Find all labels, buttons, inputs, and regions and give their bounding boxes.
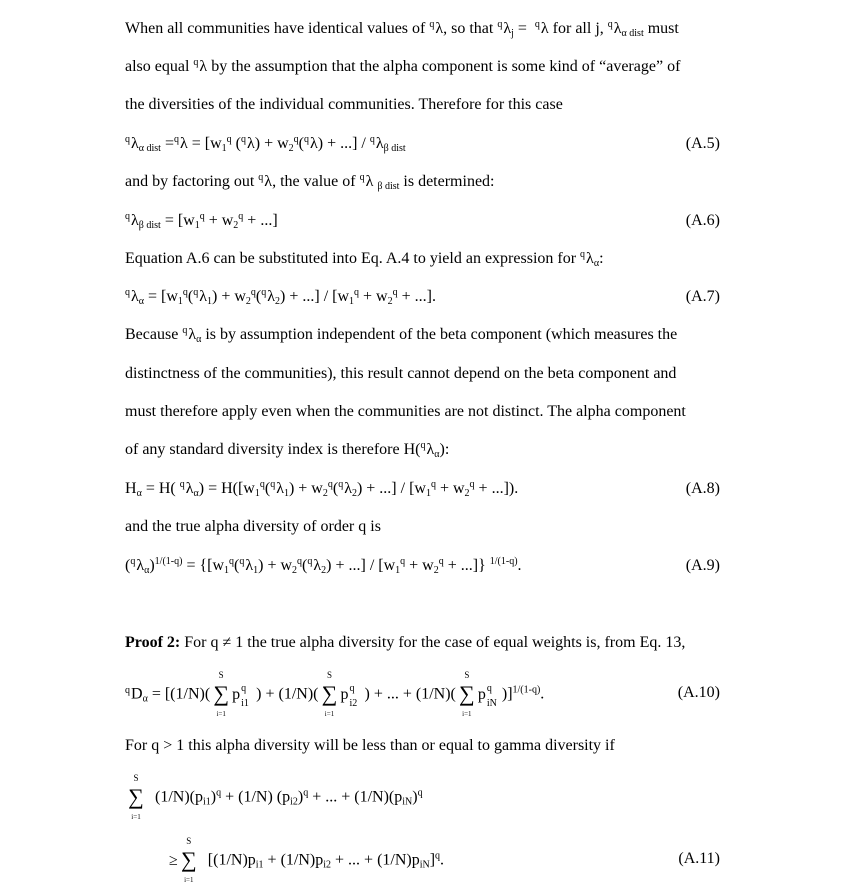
summation-symbol: S ∑ i=1 [180, 836, 197, 884]
text-factoring: and by factoring out $^q$λ, the value of $^q$λ $_{\beta dist}$ is determined: [125, 172, 495, 192]
equation-number: (A.10) [677, 684, 720, 701]
para2-line4: of any standard diversity index is therefore $H(^q\lambda_\alpha)$: [125, 440, 450, 460]
summation-symbol: S ∑ i=1 [459, 670, 475, 718]
text-q-greater-1: For q > 1 this alpha diversity will be less than or equal to gamma diversity if [125, 737, 615, 754]
equation-a10: $^qD_\alpha = [(1/N)$( S ∑ i=1 p q i1 ) + (1/N)( S ∑ i=1 p q i2 ) + ... + (1/N)( S ∑ i=1 p q iN )]$^{1/(1-q)}$. (A.10) [125, 670, 720, 718]
summation-symbol: S ∑ i=1 [213, 670, 229, 718]
equation-a8: $H_\alpha = H$( $^q\lambda_\alpha) = H([w_1^q(^q\lambda_1) + w_2^q(^q\lambda_2)$ + ...] / [$w_1^q + w_2^q$ + ...]). (A.8) [125, 479, 720, 499]
para2-line2: distinctness of the communities), this result cannot depend on the beta component and [125, 365, 677, 382]
text-substitute: Equation A.6 can be substituted into Eq. A.4 to yield an expression for $^q\lambda_\alpha$: [125, 249, 604, 269]
equation-number: (A.9) [685, 557, 720, 574]
para1-line2: also equal $^q$λ by the assumption that the alpha component is some kind of “average” of [125, 57, 681, 75]
equation-number: (A.11) [678, 850, 720, 867]
equation-a7: $^q\lambda_\alpha = [w_1^q(^q\lambda_1) + w_2^q(^q\lambda_2)$ + ...] / [$w_1^q + w_2^q$ + ...]. (A.7) [125, 287, 720, 307]
equation-number: (A.5) [685, 135, 720, 152]
para1-line3: the diversities of the individual communities. Therefore for this case [125, 96, 563, 113]
equation-number: (A.8) [685, 480, 720, 497]
para2-line3: must therefore apply even when the communities are not distinct. The alpha component [125, 403, 686, 420]
proof-label: Proof 2: [125, 634, 181, 651]
equation-a11-line2: ≥ S ∑ i=1 [$(1/N)p_{i1} + (1/N)p_{i2}$ + ... + $(1/N)p_{iN}]^q$. (A.11) [169, 836, 720, 884]
para1-line1: When all communities have identical values of $^q$λ, so that $^q\lambda_j = ^q\lambda$ for all j, $^q\lambda_{\alpha dist}$ must [125, 19, 679, 39]
equation-a6: $^q\lambda_{\beta dist} = [w_1^q + w_2^q$ + ...] (A.6) [125, 211, 720, 231]
summation-symbol: S ∑ i=1 [321, 670, 338, 718]
para2-line1: Because $^q\lambda_\alpha$ is by assumption independent of the beta component (which measures the [125, 325, 678, 345]
equation-a9: $(^q\lambda_\alpha)^{1/(1-q)} = \{[w_1^q(^q\lambda_1) + w_2^q(^q\lambda_2)$ + ...] / [$w_1^q + w_2^q$ + ...]} $^{1/(1-q)}$. (A.9) [125, 556, 720, 576]
equation-a5: $^q\lambda_{\alpha dist} =^q\lambda = [w_1^q$ $(^q\lambda) + w_2^q(^q\lambda)$ + ...] / $^q\lambda_{\beta dist}$ (A.5) [125, 134, 720, 154]
equation-number: (A.7) [685, 288, 720, 305]
equation-a11-line1: S ∑ i=1 $(1/N)(p_{i1})^q + (1/N) (p_{i2})^q$ + ... + $(1/N)(p_{iN})^q$ [128, 773, 423, 821]
text-true-alpha: and the true alpha diversity of order q is [125, 518, 381, 535]
equation-number: (A.6) [685, 212, 720, 229]
proof2-heading: Proof 2: For q ≠ 1 the true alpha diversity for the case of equal weights is, from Eq. 13, [125, 634, 686, 651]
summation-symbol: S ∑ i=1 [128, 773, 144, 821]
